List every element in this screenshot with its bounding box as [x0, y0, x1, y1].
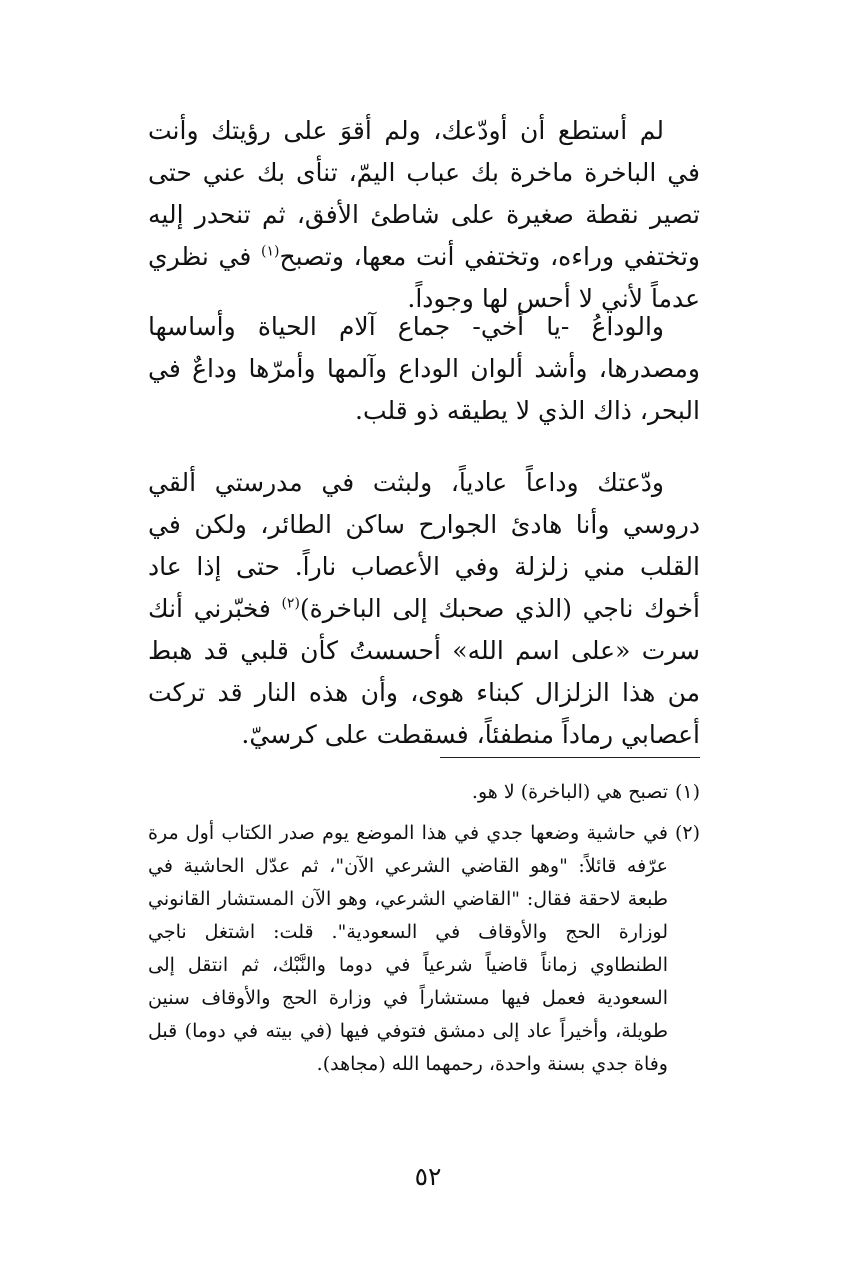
paragraph-3-text: ودّعتك وداعاً عادياً، ولبثت في مدرستي ألقي دروسي وأنا هادئ الجوارح ساكن الطائر، ولكن في القلب مني زلزلة وفي الأعصاب ناراً. حتى إذا عاد أخوك ناجي (الذي صحبك إلى الباخرة)	[148, 468, 700, 623]
footnote-2	[148, 817, 700, 1081]
footnote-divider	[440, 757, 700, 758]
footnotes-section	[148, 776, 700, 1081]
footnote-ref-2: (٢)	[281, 595, 300, 612]
paragraph-1-text-end: في نظري عدماً لأني لا أحس لها وجوداً.	[148, 242, 700, 313]
page-number: ٥٢	[414, 1162, 442, 1191]
footnote-2-text: في حاشية وضعها جدي في هذا الموضع يوم صدر الكتاب أول مرة عرّفه قائلاً: "وهو القاضي الشرعي الآن"، ثم عدّل الحاشية في طبعة لاحقة فقال: "القاضي الشرعي، وهو الآن المستشار القانوني لوزارة الحج والأوقاف في السعودية". قلت: اشتغل ناجي الطنطاوي زماناً قاضياً شرعياً في دوما والنَّبْك، ثم انتقل إلى السعودية فعمل فيها مستشاراً في وزارة الحج والأوقاف سنين طويلة، وأخيراً عاد إلى دمشق فتوفي فيها (في بيته في دوما) قبل وفاة جدي بسنة واحدة، رحمهما الله (مجاهد).	[148, 822, 668, 1075]
footnote-1-text: تصبح هي (الباخرة) لا هو.	[471, 781, 668, 803]
paragraph-1-text: لم أستطع أن أودّعك، ولم أقوَ على رؤيتك وأنت في الباخرة ماخرة بك عباب اليمّ، تنأى بك عني حتى تصير نقطة صغيرة على شاطئ الأفق، ثم تنحدر إليه وتختفي وراءه، وتختفي أنت معها، وتصبح	[148, 116, 700, 271]
footnote-1-number: (١)	[674, 781, 700, 803]
footnote-1	[148, 776, 700, 809]
paragraph-3	[148, 462, 700, 756]
paragraph-1	[148, 110, 700, 320]
footnote-2-number: (٢)	[674, 822, 700, 844]
footnote-ref-1: (١)	[261, 243, 280, 260]
paragraph-2: والوداعُ -يا أخي- جماع آلام الحياة وأساسها ومصدرها، وأشد ألوان الوداع وآلمها وأمرّها وداعٌ في البحر، ذاك الذي لا يطيقه ذو قلب.	[148, 312, 700, 425]
paragraph-3-text-end: فخبّرني أنك سرت «على اسم الله» أحسستُ كأن قلبي قد هبط من هذا الزلزال كبناء هوى، وأن هذه النار قد تركت أعصابي رماداً منطفئاً، فسقطت على كرسيّ.	[148, 594, 700, 749]
